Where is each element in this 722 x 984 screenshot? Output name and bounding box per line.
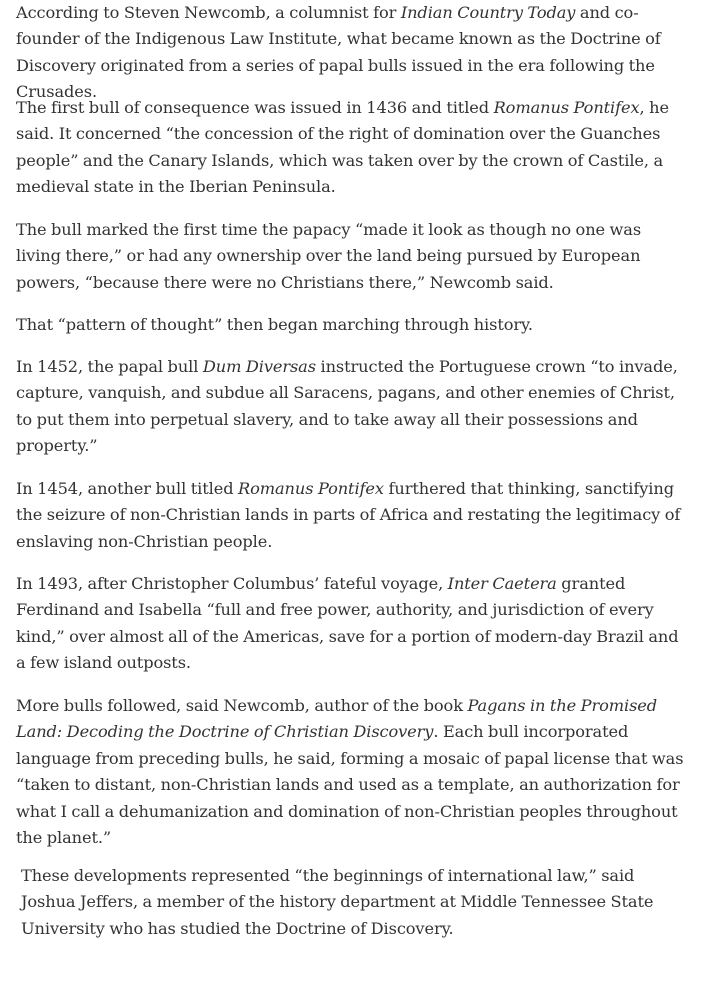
paragraph-5 <box>16 354 686 460</box>
paragraph-6-text-a: In 1454, another bull titled <box>16 479 239 498</box>
paragraph-3 <box>16 217 686 296</box>
paragraph-7-text-a: In 1493, after Christopher Columbus’ fateful voyage, <box>16 574 448 593</box>
paragraph-7 <box>16 571 686 677</box>
paragraph-6 <box>16 476 686 555</box>
paragraph-7-text-b: granted Ferdinand and Isabella “full and free power, authority, and jurisdiction of every kind,” over almost all of the Americas, save for a portion of modern-day Brazil and a few island outposts. <box>16 574 679 673</box>
paragraph-5-text-a: In 1452, the papal bull <box>16 357 203 376</box>
paragraph-8-text-a: More bulls followed, said Newcomb, author of the book <box>16 696 468 715</box>
bull-title-romanus-pontifex-1436: Romanus Pontifex <box>493 98 640 117</box>
paragraph-1-text-a: According to Steven Newcomb, a columnist for <box>16 3 401 22</box>
paragraph-4 <box>16 312 533 338</box>
paragraph-6-text-b: furthered that thinking, sanctifying the seizure of non-Christian lands in parts of Africa and restating the legitimacy of enslaving non-Christian people. <box>16 479 681 551</box>
paragraph-8 <box>16 693 686 851</box>
paragraph-1-text-b: and co-founder of the Indigenous Law Institute, what became known as the Doctrine of Discovery originated from a series of papal bulls issued in the era following the Crusades. <box>16 3 661 102</box>
paragraph-2-text-a: The first bull of consequence was issued in 1436 and titled <box>16 98 494 117</box>
paragraph-3-text: The bull marked the first time the papacy “made it look as though no one was living there,” or had any ownership over the land being pursued by European powers, “because there were no Christians there,” Newcomb said. <box>16 220 642 292</box>
bull-title-dum-diversas: Dum Diversas <box>202 357 316 376</box>
paragraph-2-text-b: , he said. It concerned “the concession of the right of domination over the Guanches people” and the Canary Islands, which was taken over by the crown of Castile, a medieval state in the Iberian Peninsula. <box>16 98 669 197</box>
paragraph-2 <box>16 95 686 201</box>
paragraph-5-text-b: instructed the Portuguese crown “to invade, capture, vanquish, and subdue all Saracens, pagans, and other enemies of Christ, to put them into perpetual slavery, and to take away all their possessions and property.” <box>16 357 678 456</box>
paragraph-9-text: These developments represented “the beginnings of international law,” said Joshua Jeffers, a member of the history department at Middle Tennessee State University who has studied the Doctrine of Discovery. <box>21 866 654 938</box>
paragraph-4-text: That “pattern of thought” then began marching through history. <box>16 315 533 334</box>
book-title-pagans-in-the-promised-land: Pagans in the Promised Land: Decoding the Doctrine of Christian Discovery <box>16 696 658 742</box>
paragraph-9 <box>21 863 686 942</box>
bull-title-romanus-pontifex-1454: Romanus Pontifex <box>238 479 384 498</box>
publication-title-indian-country-today: Indian Country Today <box>400 3 576 22</box>
paragraph-8-text-b: . Each bull incorporated language from preceding bulls, he said, forming a mosaic of papal license that was “taken to distant, non-Christian lands and used as a template, an authorization for what I call a dehumanization and domination of non-Christian peoples throughout the planet.” <box>16 722 684 848</box>
bull-title-inter-caetera: Inter Caetera <box>447 574 557 593</box>
paragraph-1 <box>16 0 686 106</box>
